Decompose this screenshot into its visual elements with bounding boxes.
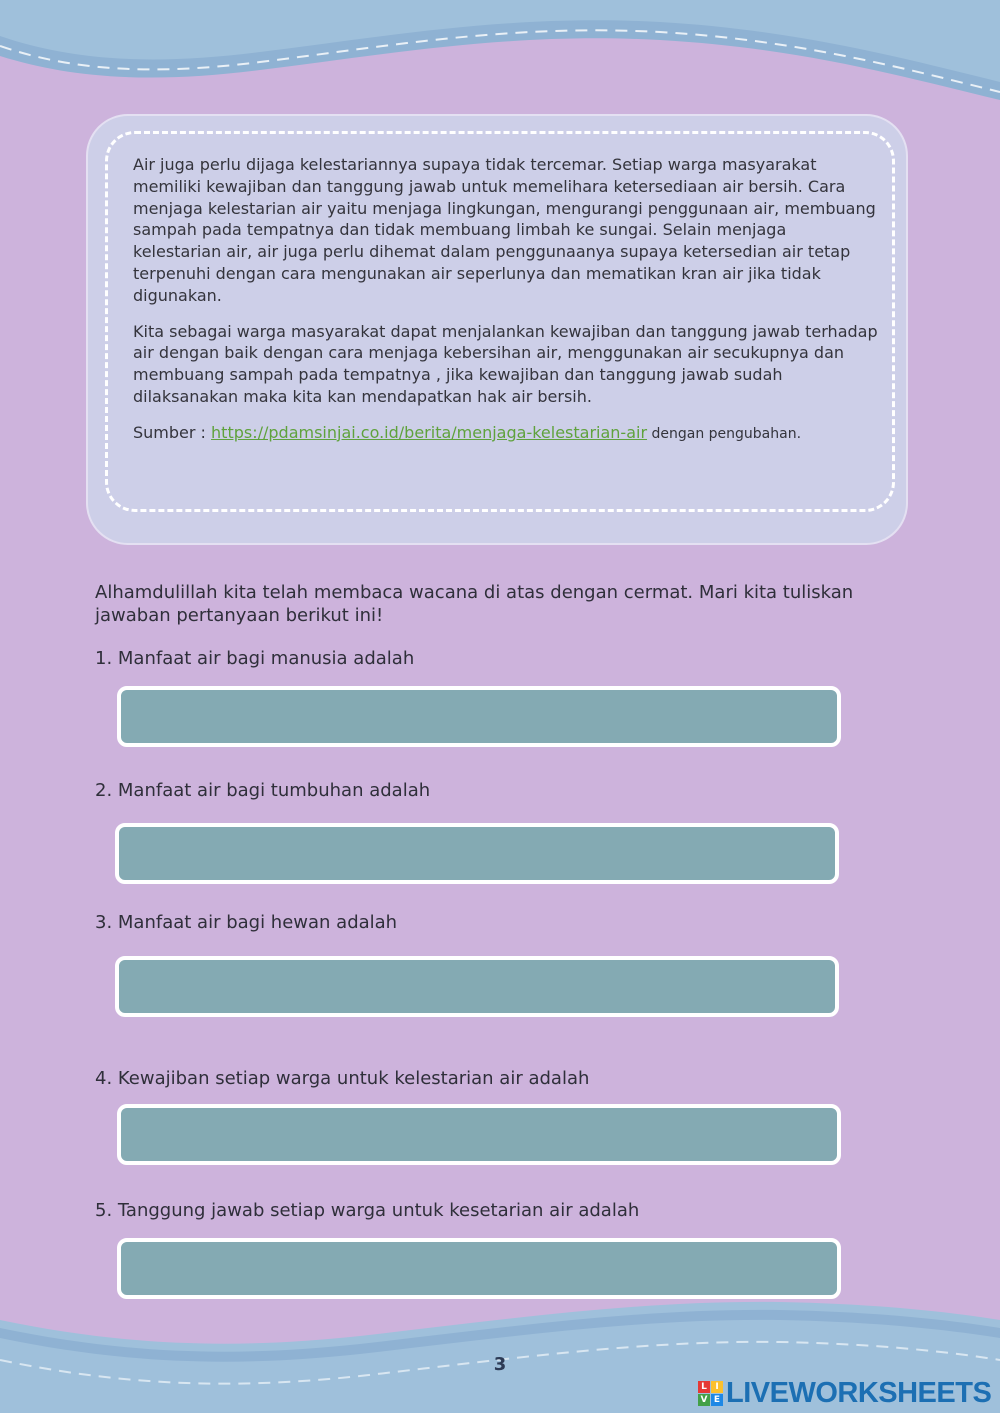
answer-box-1[interactable]	[117, 686, 841, 747]
reading-paragraph-2: Kita sebagai warga masyarakat dapat menjalankan kewajiban dan tanggung jawab terhadap air dengan baik dengan cara menjaga kebersihan air, menggunakan air secukupnya dan membuang sampah pada tempatnya , jika kewajiban dan tanggung jawab sudah dilaksanakan maka kita kan mendapatkan hak air bersih.	[133, 321, 878, 406]
question-2-label: 2. Manfaat air bagi tumbuhan adalah	[95, 780, 431, 801]
question-5-label: 5. Tanggung jawab setiap warga untuk kesetarian air adalah	[95, 1200, 640, 1221]
page-number: 3	[493, 1354, 507, 1375]
answer-box-5[interactable]	[117, 1238, 841, 1299]
source-link[interactable]: https://pdamsinjai.co.id/berita/menjaga-kelestarian-air	[211, 422, 648, 442]
liveworksheets-logo-icon	[698, 1381, 723, 1406]
question-3-label: 3. Manfaat air bagi hewan adalah	[95, 912, 398, 933]
logo-letter-i: I	[711, 1381, 723, 1393]
answer-box-2[interactable]	[115, 823, 839, 884]
reading-passage	[133, 154, 878, 460]
logo-letter-v: V	[698, 1394, 710, 1406]
source-label: Sumber :	[133, 422, 212, 442]
instruction-text: Alhamdulillah kita telah membaca wacana di atas dengan cermat. Mari kita tuliskan jawaban pertanyaan berikut ini!	[95, 582, 854, 626]
logo-letter-e: E	[711, 1394, 723, 1406]
source-suffix: dengan pengubahan.	[647, 425, 802, 442]
answer-box-3[interactable]	[115, 956, 839, 1017]
reading-paragraph-1: Air juga perlu dijaga kelestariannya supaya tidak tercemar. Setiap warga masyarakat memiliki kewajiban dan tanggung jawab untuk memelihara ketersediaan air bersih. Cara menjaga kelestarian air yaitu menjaga lingkungan, mengurangi penggunaan air, membuang sampah pada tempatnya dan tidak membuang limbah ke sungai. Selain menjaga kelestarian air, air juga perlu dihemat dalam penggunaanya supaya ketersedian air tetap terpenuhi dengan cara mengunakan air seperlunya dan mematikan kran air jika tidak digunakan.	[133, 155, 876, 305]
logo-letter-l: L	[698, 1381, 710, 1393]
question-1-label: 1. Manfaat air bagi manusia adalah	[95, 648, 415, 669]
top-wave	[0, 0, 1000, 92]
source-citation	[133, 422, 878, 446]
brand-name: LIVEWORKSHEETS	[726, 1376, 992, 1409]
question-4-label: 4. Kewajiban setiap warga untuk kelestarian air adalah	[95, 1068, 590, 1089]
liveworksheets-brand[interactable]	[698, 1377, 991, 1409]
answer-box-4[interactable]	[117, 1104, 841, 1165]
